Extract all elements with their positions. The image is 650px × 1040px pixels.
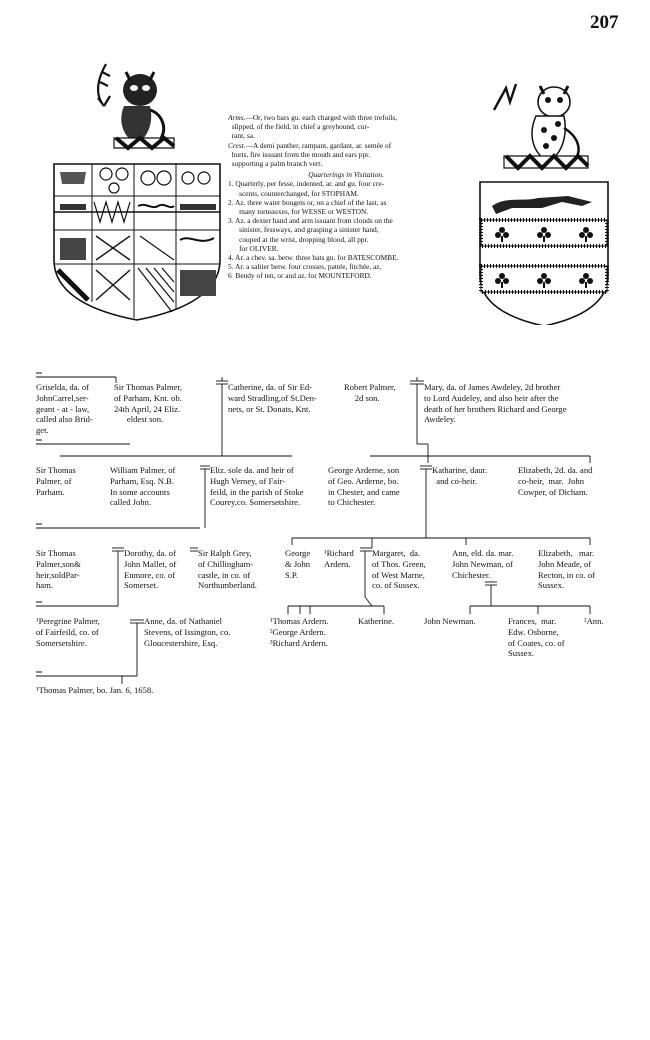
john-newman-entry: John Newman.: [424, 616, 476, 626]
dorothy-entry: Dorothy, da. of John Mallet, of Enmore, co. of Somerset.: [124, 548, 177, 591]
ardern-children-entry: ¹Thomas Ardern. ²George Ardern. ³Richard Ardern.: [270, 616, 329, 648]
quartering-3: 3. Az. a dexter hand and arm issuant from clouds on the sinister, fessways, and grasping a sinister hand, couped at the wrist, dropping blood, all ppr. for OLIVER.: [228, 216, 393, 253]
richard-ardern-entry: ¹Richard Ardern.: [324, 548, 354, 569]
quarterings-heading: Quarterings in Visitation.: [308, 170, 384, 180]
frances-osborne-entry: Frances, mar. Edw. Osborne, of Coates, co. of Sussex.: [508, 616, 565, 659]
page-number: 207: [590, 12, 619, 33]
katherine-entry: Katherine.: [358, 616, 395, 626]
george-john-entry: George & John S.P.: [285, 548, 311, 580]
crest-text: —A demi panther, rampant, gardant, ar. semée of hurts, fire issuant from the mouth and ears ppr. supporting a palm branch vert.: [231, 140, 392, 169]
sir-thomas-palmer-entry: Sir Thomas Palmer, of Parham, Knt. ob. 24th April, 24 Eliz. eldest son.: [114, 382, 183, 425]
quartering-6: 6 Bendy of ten, or and az. for MOUNTEFORD.: [228, 271, 372, 281]
catherine-entry: Catherine, da. of Sir Ed- ward Stradling,of St.Den- nets, or St. Donats, Knt.: [228, 382, 317, 414]
quartering-1: 1. Quarterly, per fesse, indented, ar. and gu. four cre- scents, counterchanged, for STOPHAM.: [228, 179, 385, 198]
quartering-5: 5. Ar. a saltier betw. four crosses, pattée, fitchée, az.: [228, 262, 382, 272]
sir-thomas-palmer-gen2-entry: Sir Thomas Palmer, of Parham.: [36, 465, 76, 497]
quartering-2: 2. Az. three water bougets or, on a chief of the last, as many torteauxes, for WESSE or WESTON.: [228, 197, 387, 217]
quartering-4: 4. Ar. a chev. sa. betw. three bats gu. for BATESCOMBE.: [228, 253, 399, 263]
anne-stevens-entry: Anne, da. of Nathaniel Stevens, of Issington, co. Gloucestershire, Esq.: [144, 616, 231, 648]
george-arderne-entry: George Arderne, son of Geo. Arderne, bo. in Chester, and came to Chichester.: [328, 465, 400, 508]
mary-entry: Mary, da. of James Awdeley, 2d brother to Lord Audeley, and also heir after the death of her brothers Richard and George Awdeley.: [424, 382, 567, 425]
griselda-entry: Griselda, da. of JohnCarrel,ser- geant - at - law, called also Brid- get.: [36, 382, 93, 436]
thomas-palmer-1658-entry: ¹Thomas Palmer, bo. Jan. 6, 1658.: [36, 685, 154, 695]
sir-thomas-palmer-gen3-entry: Sir Thomas Palmer,son& heir,soldPar- ham.: [36, 548, 81, 591]
eliz-verney-entry: Eliz. sole da. and heir of Hugh Verney, of Fair- feild, in the parish of Stoke Courey,co. Somersetshire.: [210, 465, 304, 508]
arms-label: Arms.: [228, 113, 246, 122]
ann-entry: ²Ann.: [584, 616, 604, 626]
elizabeth-meade-entry: Elizabeth, mar. John Meade, of Recton, in co. of Sussex.: [538, 548, 596, 591]
katharine-entry: Katharine, daur. and co-heir.: [432, 465, 488, 486]
ann-newman-entry: Ann, eld. da. mar. John Newman, of Chichester.: [452, 548, 514, 580]
peregrine-palmer-entry: ¹Peregrine Palmer, of Fairfeild, co. of Somersetshire.: [36, 616, 100, 648]
ralph-grey-entry: Sir Ralph Grey, of Chillingham- castle, in co. of Northumberland.: [198, 548, 257, 591]
crest-label: Crest.: [228, 140, 246, 150]
william-palmer-entry: William Palmer, of Parham, Esq. N.B. In some accounts called John.: [110, 465, 176, 508]
robert-palmer-entry: Robert Palmer, 2d son.: [344, 382, 396, 403]
arms-text: —Or, two bars gu. each charged with three trefoils, slipped, of the field, in chief a greyhound, cur- rant, sa.: [231, 113, 398, 141]
margaret-green-entry: Margaret, da. of Thos. Green, of West Marne, co. of Sussex.: [372, 548, 426, 591]
elizabeth-cowper-entry: Elizabeth, 2d. da. and co-heir, mar. John Cowper, of Dicham.: [518, 465, 593, 497]
